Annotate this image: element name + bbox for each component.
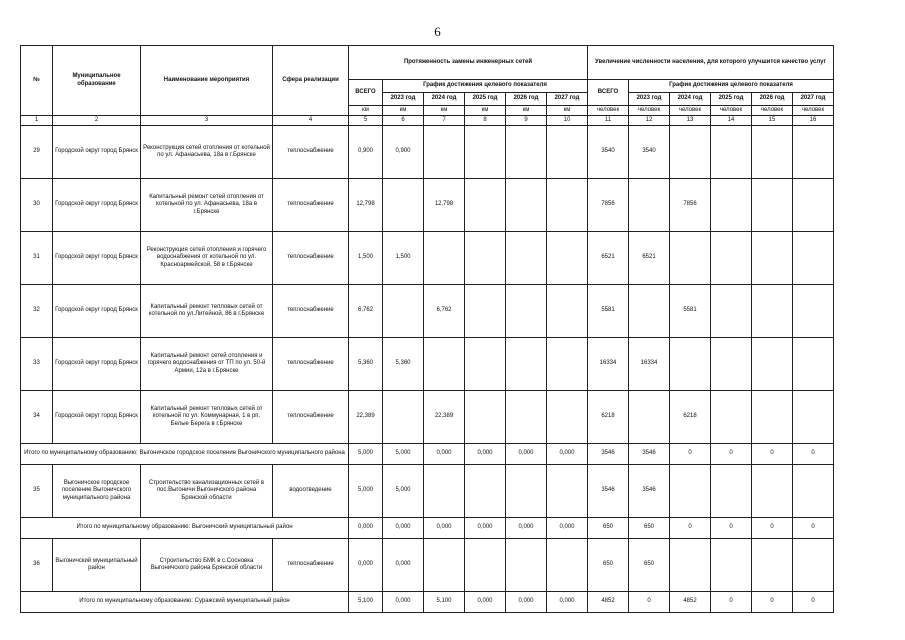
cell-value: [383, 391, 424, 444]
subtotal-row: [21, 518, 834, 539]
cell-value: 4852: [670, 592, 711, 613]
cell-value: [547, 539, 588, 592]
cell-value: [506, 232, 547, 285]
subtotal-label: Итого по муниципальному образованию: Выгоничский муниципальный район: [21, 518, 349, 539]
table-row: [21, 539, 834, 592]
cell-value: [793, 126, 834, 179]
header-year-2027-people: 2027 год: [793, 93, 834, 106]
cell-value: [547, 465, 588, 518]
header-measure: Наименование мероприятия: [141, 46, 273, 116]
cell-value: [711, 391, 752, 444]
cell-value: 7856: [588, 179, 629, 232]
cell-value: [547, 232, 588, 285]
cell-value: 6521: [588, 232, 629, 285]
header-sphere: Сфера реализации: [273, 46, 349, 116]
column-index: 15: [752, 116, 793, 126]
cell-value: 3540: [629, 126, 670, 179]
cell-value: [629, 285, 670, 338]
cell-value: [506, 539, 547, 592]
cell-value: 5,000: [383, 465, 424, 518]
cell-value: 0,900: [383, 126, 424, 179]
row-number: 35: [21, 465, 53, 518]
cell-value: [752, 391, 793, 444]
unit-km: км: [506, 106, 547, 116]
cell-value: [506, 391, 547, 444]
cell-value: [793, 338, 834, 391]
table-row: [21, 465, 834, 518]
row-number: 36: [21, 539, 53, 592]
cell-value: 0: [711, 592, 752, 613]
cell-value: 650: [629, 539, 670, 592]
cell-value: [711, 179, 752, 232]
row-measure: Реконструкция сетей отопления от котельной по ул. Афанасьева, 18а в г.Брянске: [141, 126, 273, 179]
unit-km: км: [349, 106, 383, 116]
row-number: 31: [21, 232, 53, 285]
cell-value: 3546: [588, 465, 629, 518]
cell-value: 5,000: [349, 444, 383, 465]
cell-value: [465, 338, 506, 391]
cell-value: [506, 179, 547, 232]
cell-value: [424, 539, 465, 592]
header-year-2027-km: 2027 год: [547, 93, 588, 106]
row-number: 34: [21, 391, 53, 444]
cell-value: [670, 232, 711, 285]
cell-value: [670, 465, 711, 518]
column-index: 12: [629, 116, 670, 126]
unit-people: человек: [670, 106, 711, 116]
table-row: [21, 391, 834, 444]
header-year-2026-people: 2026 год: [752, 93, 793, 106]
cell-value: [752, 126, 793, 179]
cell-value: [465, 285, 506, 338]
row-municipality: Городской округ город Брянск: [53, 285, 141, 338]
row-municipality: Городской округ город Брянск: [53, 232, 141, 285]
cell-value: 0,000: [383, 518, 424, 539]
cell-value: [793, 391, 834, 444]
cell-value: 7856: [670, 179, 711, 232]
row-number: 33: [21, 338, 53, 391]
cell-value: [670, 338, 711, 391]
cell-value: [547, 179, 588, 232]
row-measure: Реконструкция сетей отопления и горячего водоснабжения от котельной по ул. Красноармейской, 58 в г.Брянске: [141, 232, 273, 285]
cell-value: [711, 338, 752, 391]
cell-value: [424, 126, 465, 179]
cell-value: [752, 465, 793, 518]
cell-value: 5,360: [383, 338, 424, 391]
unit-people: человек: [629, 106, 670, 116]
cell-value: [506, 126, 547, 179]
cell-value: 0,000: [424, 444, 465, 465]
cell-value: 0,000: [547, 518, 588, 539]
header-year-2024-km: 2024 год: [424, 93, 465, 106]
header-year-2024-people: 2024 год: [670, 93, 711, 106]
row-sphere: водоотведение: [273, 465, 349, 518]
cell-value: 0,000: [547, 444, 588, 465]
row-municipality: Выгоничский муниципальный район: [53, 539, 141, 592]
cell-value: 0: [752, 444, 793, 465]
header-no: №: [21, 46, 53, 116]
column-index: 16: [793, 116, 834, 126]
cell-value: 0: [793, 444, 834, 465]
cell-value: 5,000: [383, 444, 424, 465]
cell-value: [793, 465, 834, 518]
unit-km: км: [547, 106, 588, 116]
cell-value: [711, 285, 752, 338]
cell-value: [752, 179, 793, 232]
cell-value: 0,000: [506, 518, 547, 539]
cell-value: [383, 179, 424, 232]
cell-value: 0,000: [547, 592, 588, 613]
column-index: 2: [53, 116, 141, 126]
column-index-row: [21, 116, 834, 126]
cell-value: 0: [670, 444, 711, 465]
cell-value: 5581: [670, 285, 711, 338]
row-municipality: Городской округ город Брянск: [53, 126, 141, 179]
cell-value: 650: [629, 518, 670, 539]
column-index: 8: [465, 116, 506, 126]
cell-value: [547, 338, 588, 391]
cell-value: 5,100: [424, 592, 465, 613]
subtotal-label: Итого по муниципальному образованию: Выгоничское городское поселение Выгоничского муниципального района: [21, 444, 349, 465]
cell-value: [547, 126, 588, 179]
cell-value: [424, 338, 465, 391]
cell-value: 5,000: [349, 465, 383, 518]
cell-value: [793, 285, 834, 338]
cell-value: 22,389: [424, 391, 465, 444]
cell-value: 16334: [588, 338, 629, 391]
column-index: 14: [711, 116, 752, 126]
cell-value: 0: [711, 444, 752, 465]
header-length-group: Протяженность замены инженерных сетей: [349, 46, 588, 80]
cell-value: 6521: [629, 232, 670, 285]
cell-value: 6,762: [349, 285, 383, 338]
column-index: 1: [21, 116, 53, 126]
unit-people: человек: [711, 106, 752, 116]
row-sphere: теплоснабжение: [273, 539, 349, 592]
cell-value: 0: [711, 518, 752, 539]
header-population-total: ВСЕГО: [588, 80, 629, 106]
table-row: [21, 232, 834, 285]
cell-value: [424, 232, 465, 285]
table-row: [21, 179, 834, 232]
row-sphere: теплоснабжение: [273, 391, 349, 444]
cell-value: 12,798: [349, 179, 383, 232]
row-municipality: Городской округ город Брянск: [53, 391, 141, 444]
cell-value: [629, 179, 670, 232]
header-municipality: Муниципальное образование: [53, 46, 141, 116]
column-index: 5: [349, 116, 383, 126]
cell-value: [793, 179, 834, 232]
cell-value: 6,762: [424, 285, 465, 338]
unit-km: км: [465, 106, 506, 116]
header-length-schedule: График достижения целевого показателя: [383, 80, 588, 93]
cell-value: 0: [752, 592, 793, 613]
row-sphere: теплоснабжение: [273, 232, 349, 285]
cell-value: 0: [629, 592, 670, 613]
column-index: 3: [141, 116, 273, 126]
cell-value: [711, 539, 752, 592]
row-measure: Капитальный ремонт тепловых сетей от котельной по ул. Коммунарная, 1 в рп. Белые Берега в г.Брянске: [141, 391, 273, 444]
cell-value: 0: [793, 518, 834, 539]
unit-people: человек: [588, 106, 629, 116]
cell-value: 0,000: [506, 444, 547, 465]
cell-value: [465, 179, 506, 232]
cell-value: 3546: [629, 444, 670, 465]
cell-value: [670, 126, 711, 179]
subtotal-label: Итого по муниципальному образованию: Суражский муниципальный район: [21, 592, 349, 613]
cell-value: 0: [793, 592, 834, 613]
cell-value: 0,000: [506, 592, 547, 613]
cell-value: [465, 232, 506, 285]
cell-value: [383, 285, 424, 338]
cell-value: 0,900: [349, 126, 383, 179]
cell-value: [793, 539, 834, 592]
cell-value: [752, 338, 793, 391]
cell-value: 6218: [670, 391, 711, 444]
registry-table: [20, 45, 834, 613]
cell-value: [465, 539, 506, 592]
row-municipality: Городской округ город Брянск: [53, 338, 141, 391]
column-index: 13: [670, 116, 711, 126]
cell-value: 22,389: [349, 391, 383, 444]
header-year-2023-people: 2023 год: [629, 93, 670, 106]
unit-km: км: [383, 106, 424, 116]
cell-value: [547, 285, 588, 338]
cell-value: 5581: [588, 285, 629, 338]
subtotal-row: [21, 592, 834, 613]
cell-value: [506, 338, 547, 391]
cell-value: [752, 539, 793, 592]
cell-value: 3546: [629, 465, 670, 518]
cell-value: [424, 465, 465, 518]
cell-value: 1,500: [349, 232, 383, 285]
cell-value: [465, 391, 506, 444]
unit-people: человек: [793, 106, 834, 116]
cell-value: 0: [752, 518, 793, 539]
row-number: 29: [21, 126, 53, 179]
header-year-2023-km: 2023 год: [383, 93, 424, 106]
subtotal-row: [21, 444, 834, 465]
row-measure: Капитальный ремонт тепловых сетей от котельной по ул.Литейной, 86 в г.Брянске: [141, 285, 273, 338]
column-index: 7: [424, 116, 465, 126]
cell-value: [711, 126, 752, 179]
row-measure: Строительство канализационных сетей в пос.Выгоничи Выгоничского района Брянской области: [141, 465, 273, 518]
row-measure: Капитальный ремонт сетей отопления и горячего водоснабжения от ТП по ул. 50-й Армии, 12а в г.Брянске: [141, 338, 273, 391]
header-population-group: Увеличение численности населения, для которого улучшится качество услуг: [588, 46, 834, 80]
cell-value: 0: [670, 518, 711, 539]
header-year-2025-people: 2025 год: [711, 93, 752, 106]
page-number: 6: [434, 24, 441, 39]
cell-value: 0,000: [465, 518, 506, 539]
cell-value: 0,000: [465, 444, 506, 465]
row-measure: Строительство БМК в с.Сосновка Выгоничского района Брянской области: [141, 539, 273, 592]
cell-value: 12,798: [424, 179, 465, 232]
row-sphere: теплоснабжение: [273, 338, 349, 391]
cell-value: [711, 232, 752, 285]
cell-value: 0,000: [424, 518, 465, 539]
cell-value: [793, 232, 834, 285]
table-row: [21, 338, 834, 391]
row-sphere: теплоснабжение: [273, 285, 349, 338]
cell-value: 650: [588, 539, 629, 592]
cell-value: [752, 232, 793, 285]
cell-value: [670, 539, 711, 592]
cell-value: 0,000: [349, 518, 383, 539]
row-sphere: теплоснабжение: [273, 179, 349, 232]
cell-value: 4852: [588, 592, 629, 613]
column-index: 10: [547, 116, 588, 126]
cell-value: [752, 285, 793, 338]
column-index: 11: [588, 116, 629, 126]
cell-value: [506, 465, 547, 518]
row-number: 30: [21, 179, 53, 232]
header-year-2025-km: 2025 год: [465, 93, 506, 106]
cell-value: 0,000: [383, 539, 424, 592]
column-index: 6: [383, 116, 424, 126]
cell-value: [711, 465, 752, 518]
header-population-schedule: График достижения целевого показателя: [629, 80, 834, 93]
cell-value: [547, 391, 588, 444]
cell-value: 5,100: [349, 592, 383, 613]
column-index: 9: [506, 116, 547, 126]
unit-people: человек: [752, 106, 793, 116]
cell-value: [465, 465, 506, 518]
cell-value: 0,000: [465, 592, 506, 613]
row-measure: Капитальный ремонт сетей отопления от котельной по ул. Афанасьева, 18а в г.Брянске: [141, 179, 273, 232]
table-row: [21, 285, 834, 338]
unit-km: км: [424, 106, 465, 116]
cell-value: 3540: [588, 126, 629, 179]
cell-value: 0,000: [349, 539, 383, 592]
header-length-total: ВСЕГО: [349, 80, 383, 106]
row-sphere: теплоснабжение: [273, 126, 349, 179]
cell-value: 16334: [629, 338, 670, 391]
cell-value: 5,360: [349, 338, 383, 391]
cell-value: 650: [588, 518, 629, 539]
cell-value: 0,000: [383, 592, 424, 613]
cell-value: 6218: [588, 391, 629, 444]
row-number: 32: [21, 285, 53, 338]
row-municipality: Выгоничское городское поселение Выгоничского муниципального района: [53, 465, 141, 518]
table-row: [21, 126, 834, 179]
row-municipality: Городской округ город Брянск: [53, 179, 141, 232]
header-year-2026-km: 2026 год: [506, 93, 547, 106]
column-index: 4: [273, 116, 349, 126]
cell-value: 3546: [588, 444, 629, 465]
cell-value: [629, 391, 670, 444]
cell-value: [506, 285, 547, 338]
cell-value: 1,500: [383, 232, 424, 285]
cell-value: [465, 126, 506, 179]
